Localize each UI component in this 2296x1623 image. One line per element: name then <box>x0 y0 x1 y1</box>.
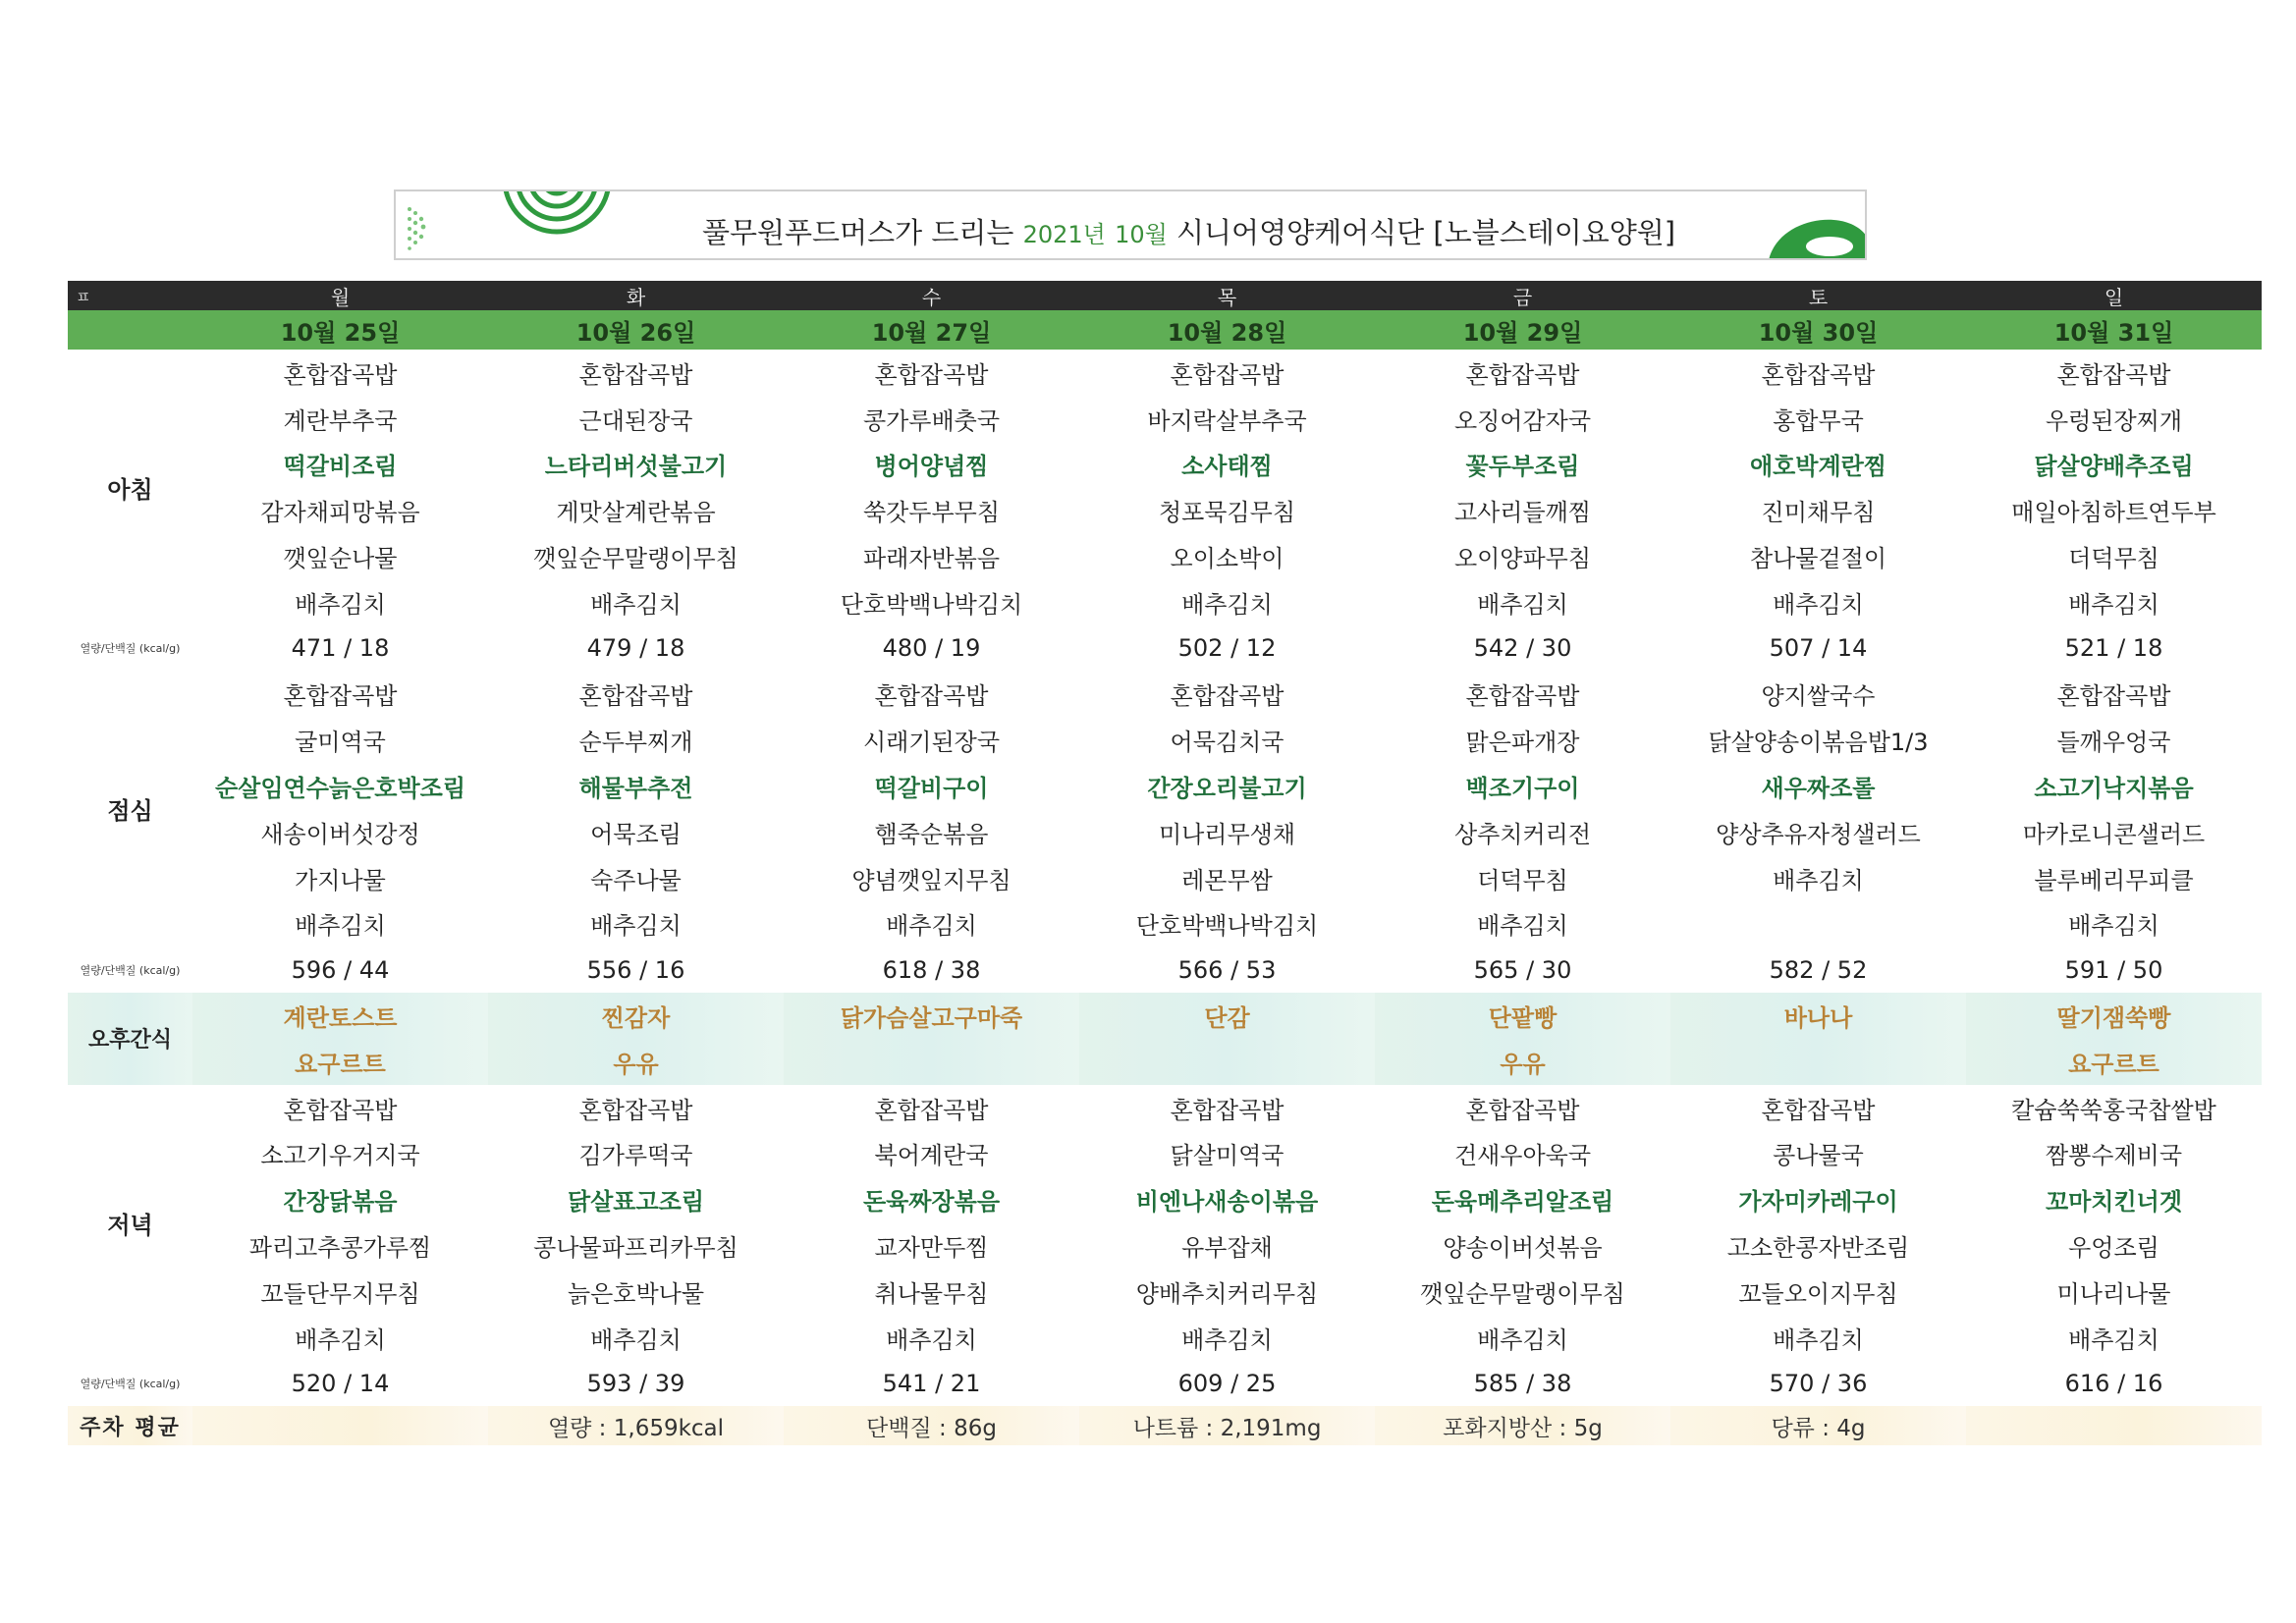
date-cell: 10월 27일 <box>784 310 1079 350</box>
menu-cell: 더덕무침 <box>1477 866 1568 894</box>
logo-swoosh-graphic <box>1769 207 1867 260</box>
menu-cell: 미나리나물 <box>2056 1279 2171 1308</box>
menu-cell: 블루베리무피클 <box>2034 866 2194 894</box>
menu-cell: 꽃두부조림 <box>1465 453 1580 481</box>
breakfast-row <box>68 350 2262 396</box>
menu-cell: 혼합잡곡밥 <box>2056 360 2171 389</box>
snack-cell: 단팥빵 <box>1375 993 1670 1039</box>
weekly-average-value <box>192 1406 488 1445</box>
lunch-row <box>68 717 2262 763</box>
lunch-row <box>68 672 2262 718</box>
menu-cell: 떡갈비조림 <box>283 453 398 481</box>
date-cell: 10월 28일 <box>1079 310 1375 350</box>
menu-cell: 혼합잡곡밥 <box>283 1096 398 1124</box>
kcal-label: 열량/단백질 (kcal/g) <box>80 642 181 656</box>
menu-cell: 게맛살계란볶음 <box>556 499 716 527</box>
snack-cell <box>1670 1039 1966 1085</box>
lunch-label: 점심 <box>107 797 153 826</box>
menu-cell: 파래자반볶음 <box>862 545 1001 573</box>
menu-cell: 혼합잡곡밥 <box>1761 360 1876 389</box>
kcal-cell: 556 / 16 <box>586 955 685 984</box>
menu-cell: 배추김치 <box>1181 590 1273 619</box>
dinner-row <box>68 1085 2262 1131</box>
menu-cell: 상추치커리전 <box>1453 820 1592 848</box>
menu-cell: 혼합잡곡밥 <box>1465 360 1580 389</box>
menu-cell: 배추김치 <box>1181 1325 1273 1354</box>
menu-cell: 양지쌀국수 <box>1761 682 1876 711</box>
weekly-average-value: 당류 : 4g <box>1670 1406 1966 1445</box>
menu-cell: 느타리버섯불고기 <box>544 453 728 481</box>
menu-cell: 돈육메추리알조림 <box>1431 1188 1614 1217</box>
menu-cell: 배추김치 <box>1773 1325 1864 1354</box>
menu-cell: 들깨우엉국 <box>2056 729 2171 757</box>
menu-cell <box>1670 901 1966 947</box>
menu-cell: 참나물겉절이 <box>1749 545 1887 573</box>
menu-cell: 오징어감자국 <box>1453 406 1592 435</box>
menu-cell: 깻잎순무말랭이무침 <box>533 545 738 573</box>
breakfast-row <box>68 487 2262 533</box>
menu-cell: 우엉조림 <box>2068 1234 2159 1263</box>
weekly-menu-table <box>68 281 2262 1445</box>
menu-cell: 깻잎순무말랭이무침 <box>1420 1279 1625 1308</box>
menu-cell: 계란부추국 <box>283 406 398 435</box>
menu-cell: 콩나물파프리카무침 <box>533 1234 738 1263</box>
dinner-row <box>68 1269 2262 1315</box>
kcal-cell: 591 / 50 <box>2064 955 2163 984</box>
kcal-cell: 520 / 14 <box>291 1369 390 1397</box>
menu-cell: 건새우아욱국 <box>1453 1142 1592 1170</box>
date-cell: 10월 31일 <box>1966 310 2262 350</box>
menu-cell: 배추김치 <box>1477 590 1568 619</box>
snack-cell: 닭가슴살고구마죽 <box>784 993 1079 1039</box>
menu-cell: 새우짜조롤 <box>1761 775 1876 803</box>
snack-cell <box>784 1039 1079 1085</box>
day-header: 토 <box>1670 281 1966 310</box>
menu-cell: 미나리무생채 <box>1158 820 1296 848</box>
kcal-cell: 541 / 21 <box>882 1369 981 1397</box>
menu-cell: 고사리들깨찜 <box>1453 499 1592 527</box>
menu-cell: 돈육짜장볶음 <box>862 1188 1001 1217</box>
menu-cell: 매일아침하트연두부 <box>2011 499 2216 527</box>
menu-cell: 혼합잡곡밥 <box>283 360 398 389</box>
date-cell: 10월 30일 <box>1670 310 1966 350</box>
menu-cell: 닭살양배추조림 <box>2034 453 2194 481</box>
page-title: 풀무원푸드머스가 드리는 2021년 10월 시니어영양케어식단 [노블스테이요양원] <box>702 216 1676 249</box>
menu-cell: 간장닭볶음 <box>283 1188 398 1217</box>
menu-cell: 배추김치 <box>295 912 386 941</box>
menu-cell: 배추김치 <box>1477 912 1568 941</box>
kcal-cell: 502 / 12 <box>1177 634 1277 663</box>
day-header: 월 <box>192 281 488 310</box>
menu-cell: 단호박백나박김치 <box>840 590 1023 619</box>
menu-cell: 콩가루배춧국 <box>862 406 1001 435</box>
weekly-average-value: 열량 : 1,659kcal <box>488 1406 784 1445</box>
menu-cell: 배추김치 <box>295 590 386 619</box>
menu-cell: 배추김치 <box>886 1325 977 1354</box>
breakfast-label: 아침 <box>107 475 153 504</box>
menu-cell: 굴미역국 <box>295 729 386 757</box>
menu-cell: 혼합잡곡밥 <box>1761 1096 1876 1124</box>
menu-cell: 혼합잡곡밥 <box>283 682 398 711</box>
menu-cell: 배추김치 <box>590 912 682 941</box>
menu-cell: 혼합잡곡밥 <box>1170 682 1285 711</box>
menu-cell: 양송이버섯볶음 <box>1443 1234 1603 1263</box>
lunch-row <box>68 763 2262 809</box>
menu-cell: 더덕무침 <box>2068 545 2159 573</box>
menu-cell: 짬뽕수제비국 <box>2045 1142 2183 1170</box>
menu-cell: 소고기낙지볶음 <box>2034 775 2194 803</box>
weekly-average-value: 포화지방산 : 5g <box>1375 1406 1670 1445</box>
menu-cell: 숙주나물 <box>590 866 682 894</box>
snack-cell: 찐감자 <box>488 993 784 1039</box>
snack-row <box>68 1039 2262 1085</box>
menu-cell: 닭살미역국 <box>1170 1142 1285 1170</box>
snack-row <box>68 993 2262 1039</box>
date-cell: 10월 26일 <box>488 310 784 350</box>
kcal-cell: 618 / 38 <box>882 955 981 984</box>
menu-cell: 오이소박이 <box>1170 545 1285 573</box>
snack-cell: 요구르트 <box>1966 1039 2262 1085</box>
kcal-cell: 609 / 25 <box>1177 1369 1277 1397</box>
snack-cell: 바나나 <box>1670 993 1966 1039</box>
kcal-cell: 479 / 18 <box>586 634 685 663</box>
kcal-cell: 570 / 36 <box>1769 1369 1868 1397</box>
lunch-row <box>68 809 2262 855</box>
menu-cell: 우렁된장찌개 <box>2045 406 2183 435</box>
breakfast-row <box>68 442 2262 488</box>
menu-cell: 레몬무쌈 <box>1181 866 1273 894</box>
kcal-cell: 521 / 18 <box>2064 634 2163 663</box>
snack-cell: 계란토스트 <box>192 993 488 1039</box>
menu-cell: 혼합잡곡밥 <box>1465 682 1580 711</box>
snack-label: 오후간식 <box>68 993 192 1085</box>
menu-cell: 꽈리고추콩가루찜 <box>248 1234 432 1263</box>
menu-cell: 애호박계란찜 <box>1749 453 1887 481</box>
snack-cell: 우유 <box>488 1039 784 1085</box>
dinner-row <box>68 1222 2262 1269</box>
menu-cell: 간장오리불고기 <box>1147 775 1307 803</box>
menu-cell: 배추김치 <box>1773 590 1864 619</box>
date-cell: 10월 29일 <box>1375 310 1670 350</box>
kcal-cell: 582 / 52 <box>1769 955 1868 984</box>
menu-cell: 혼합잡곡밥 <box>578 1096 693 1124</box>
date-row-blank <box>68 310 192 350</box>
kcal-cell: 566 / 53 <box>1177 955 1277 984</box>
menu-cell: 배추김치 <box>1477 1325 1568 1354</box>
kcal-cell: 565 / 30 <box>1473 955 1572 984</box>
snack-cell: 우유 <box>1375 1039 1670 1085</box>
menu-cell: 배추김치 <box>590 1325 682 1354</box>
day-header: 목 <box>1079 281 1375 310</box>
menu-cell: 홍합무국 <box>1773 406 1864 435</box>
dinner-label: 저녁 <box>107 1211 153 1239</box>
menu-cell: 닭살표고조림 <box>567 1188 705 1217</box>
menu-cell: 양념깻잎지무침 <box>851 866 1011 894</box>
menu-cell: 청포묵김무침 <box>1158 499 1296 527</box>
weekly-average-label: 주차 평균 <box>68 1406 192 1445</box>
menu-cell: 배추김치 <box>2068 590 2159 619</box>
weekly-average-row <box>68 1406 2262 1445</box>
menu-cell: 가지나물 <box>295 866 386 894</box>
kcal-cell: 480 / 19 <box>882 634 981 663</box>
menu-cell: 혼합잡곡밥 <box>2056 682 2171 711</box>
menu-cell: 취나물무침 <box>874 1279 989 1308</box>
day-header: 금 <box>1375 281 1670 310</box>
menu-cell: 근대된장국 <box>578 406 693 435</box>
menu-cell: 꼬들단무지무침 <box>260 1279 420 1308</box>
menu-cell: 시래기된장국 <box>862 729 1001 757</box>
breakfast-row <box>68 396 2262 442</box>
menu-cell: 배추김치 <box>295 1325 386 1354</box>
menu-cell: 오이양파무침 <box>1453 545 1592 573</box>
menu-cell: 떡갈비구이 <box>874 775 989 803</box>
menu-cell: 배추김치 <box>2068 912 2159 941</box>
lunch-row <box>68 901 2262 947</box>
logo-dots-graphic <box>402 199 461 258</box>
menu-cell: 양배추치커리무침 <box>1135 1279 1319 1308</box>
menu-cell: 병어양념찜 <box>874 453 989 481</box>
menu-cell: 새송이버섯강정 <box>260 820 420 848</box>
menu-cell: 꼬마치킨너겟 <box>2045 1188 2183 1217</box>
weekly-average-value <box>1966 1406 2262 1445</box>
day-header-row <box>68 281 2262 310</box>
menu-cell: 비엔나새송이볶음 <box>1135 1188 1319 1217</box>
weekly-average-value: 단백질 : 86g <box>784 1406 1079 1445</box>
dinner-row <box>68 1315 2262 1361</box>
menu-cell: 순살임연수늙은호박조림 <box>214 775 466 803</box>
menu-cell: 진미채무침 <box>1761 499 1876 527</box>
kcal-cell: 585 / 38 <box>1473 1369 1572 1397</box>
menu-cell: 배추김치 <box>1773 866 1864 894</box>
menu-cell: 가자미카레구이 <box>1738 1188 1898 1217</box>
date-cell: 10월 25일 <box>192 310 488 350</box>
lunch-row <box>68 855 2262 901</box>
breakfast-row <box>68 533 2262 579</box>
menu-cell: 닭살양송이볶음밥1/3 <box>1708 729 1929 757</box>
menu-cell: 혼합잡곡밥 <box>874 1096 989 1124</box>
snack-cell <box>1079 1039 1375 1085</box>
breakfast-kcal-row <box>68 625 2262 672</box>
dinner-kcal-row <box>68 1361 2262 1407</box>
kcal-cell: 542 / 30 <box>1473 634 1572 663</box>
kcal-label: 열량/단백질 (kcal/g) <box>80 963 181 977</box>
menu-cell: 유부잡채 <box>1181 1234 1273 1263</box>
menu-cell: 혼합잡곡밥 <box>1170 360 1285 389</box>
menu-cell: 고소한콩자반조림 <box>1726 1234 1910 1263</box>
title-banner <box>394 189 1867 260</box>
menu-cell: 어묵김치국 <box>1170 729 1285 757</box>
menu-cell: 배추김치 <box>886 912 977 941</box>
day-header: 수 <box>784 281 1079 310</box>
day-header: 일 <box>1966 281 2262 310</box>
kcal-label: 열량/단백질 (kcal/g) <box>80 1377 181 1390</box>
kcal-cell: 596 / 44 <box>291 955 390 984</box>
menu-cell: 햄죽순볶음 <box>874 820 989 848</box>
menu-cell: 김가루떡국 <box>578 1142 693 1170</box>
lunch-kcal-row <box>68 947 2262 993</box>
menu-cell: 소사태찜 <box>1181 453 1273 481</box>
menu-cell: 배추김치 <box>2068 1325 2159 1354</box>
menu-cell: 마카로니콘샐러드 <box>2022 820 2206 848</box>
logo-rings-graphic <box>478 189 635 239</box>
menu-cell: 맑은파개장 <box>1465 729 1580 757</box>
dinner-row <box>68 1176 2262 1222</box>
menu-cell: 쑥갓두부무침 <box>862 499 1001 527</box>
kcal-cell: 593 / 39 <box>586 1369 685 1397</box>
menu-cell: 백조기구이 <box>1465 775 1580 803</box>
kcal-cell: 507 / 14 <box>1769 634 1868 663</box>
menu-cell: 혼합잡곡밥 <box>1170 1096 1285 1124</box>
menu-cell: 순두부찌개 <box>578 729 693 757</box>
menu-cell: 혼합잡곡밥 <box>578 682 693 711</box>
menu-cell: 북어계란국 <box>874 1142 989 1170</box>
menu-cell: 혼합잡곡밥 <box>1465 1096 1580 1124</box>
weekly-average-value: 나트륨 : 2,191mg <box>1079 1406 1375 1445</box>
menu-cell: 깻잎순나물 <box>283 545 398 573</box>
menu-cell: 콩나물국 <box>1773 1142 1864 1170</box>
menu-cell: 양상추유자청샐러드 <box>1716 820 1921 848</box>
menu-cell: 혼합잡곡밥 <box>874 682 989 711</box>
snack-cell: 단감 <box>1079 993 1375 1039</box>
menu-cell: 혼합잡곡밥 <box>874 360 989 389</box>
snack-cell: 딸기잼쑥빵 <box>1966 993 2262 1039</box>
menu-cell: 교자만두찜 <box>874 1234 989 1263</box>
date-row <box>68 310 2262 350</box>
menu-cell: 칼슘쑥쑥홍국찹쌀밥 <box>2011 1096 2216 1124</box>
day-header: 화 <box>488 281 784 310</box>
kcal-cell: 616 / 16 <box>2064 1369 2163 1397</box>
breakfast-row <box>68 579 2262 625</box>
menu-cell: 바지락살부추국 <box>1147 406 1307 435</box>
snack-cell: 요구르트 <box>192 1039 488 1085</box>
dinner-row <box>68 1131 2262 1177</box>
menu-cell: 소고기우거지국 <box>260 1142 420 1170</box>
menu-cell: 혼합잡곡밥 <box>578 360 693 389</box>
menu-cell: 어묵조림 <box>590 820 682 848</box>
menu-cell: 감자채피망볶음 <box>260 499 420 527</box>
corner-cell: ㅍ <box>68 281 192 310</box>
kcal-cell: 471 / 18 <box>291 634 390 663</box>
menu-cell: 단호박백나박김치 <box>1135 912 1319 941</box>
menu-cell: 배추김치 <box>590 590 682 619</box>
menu-cell: 늙은호박나물 <box>567 1279 705 1308</box>
menu-cell: 꼬들오이지무침 <box>1738 1279 1898 1308</box>
menu-cell: 해물부추전 <box>578 775 693 803</box>
